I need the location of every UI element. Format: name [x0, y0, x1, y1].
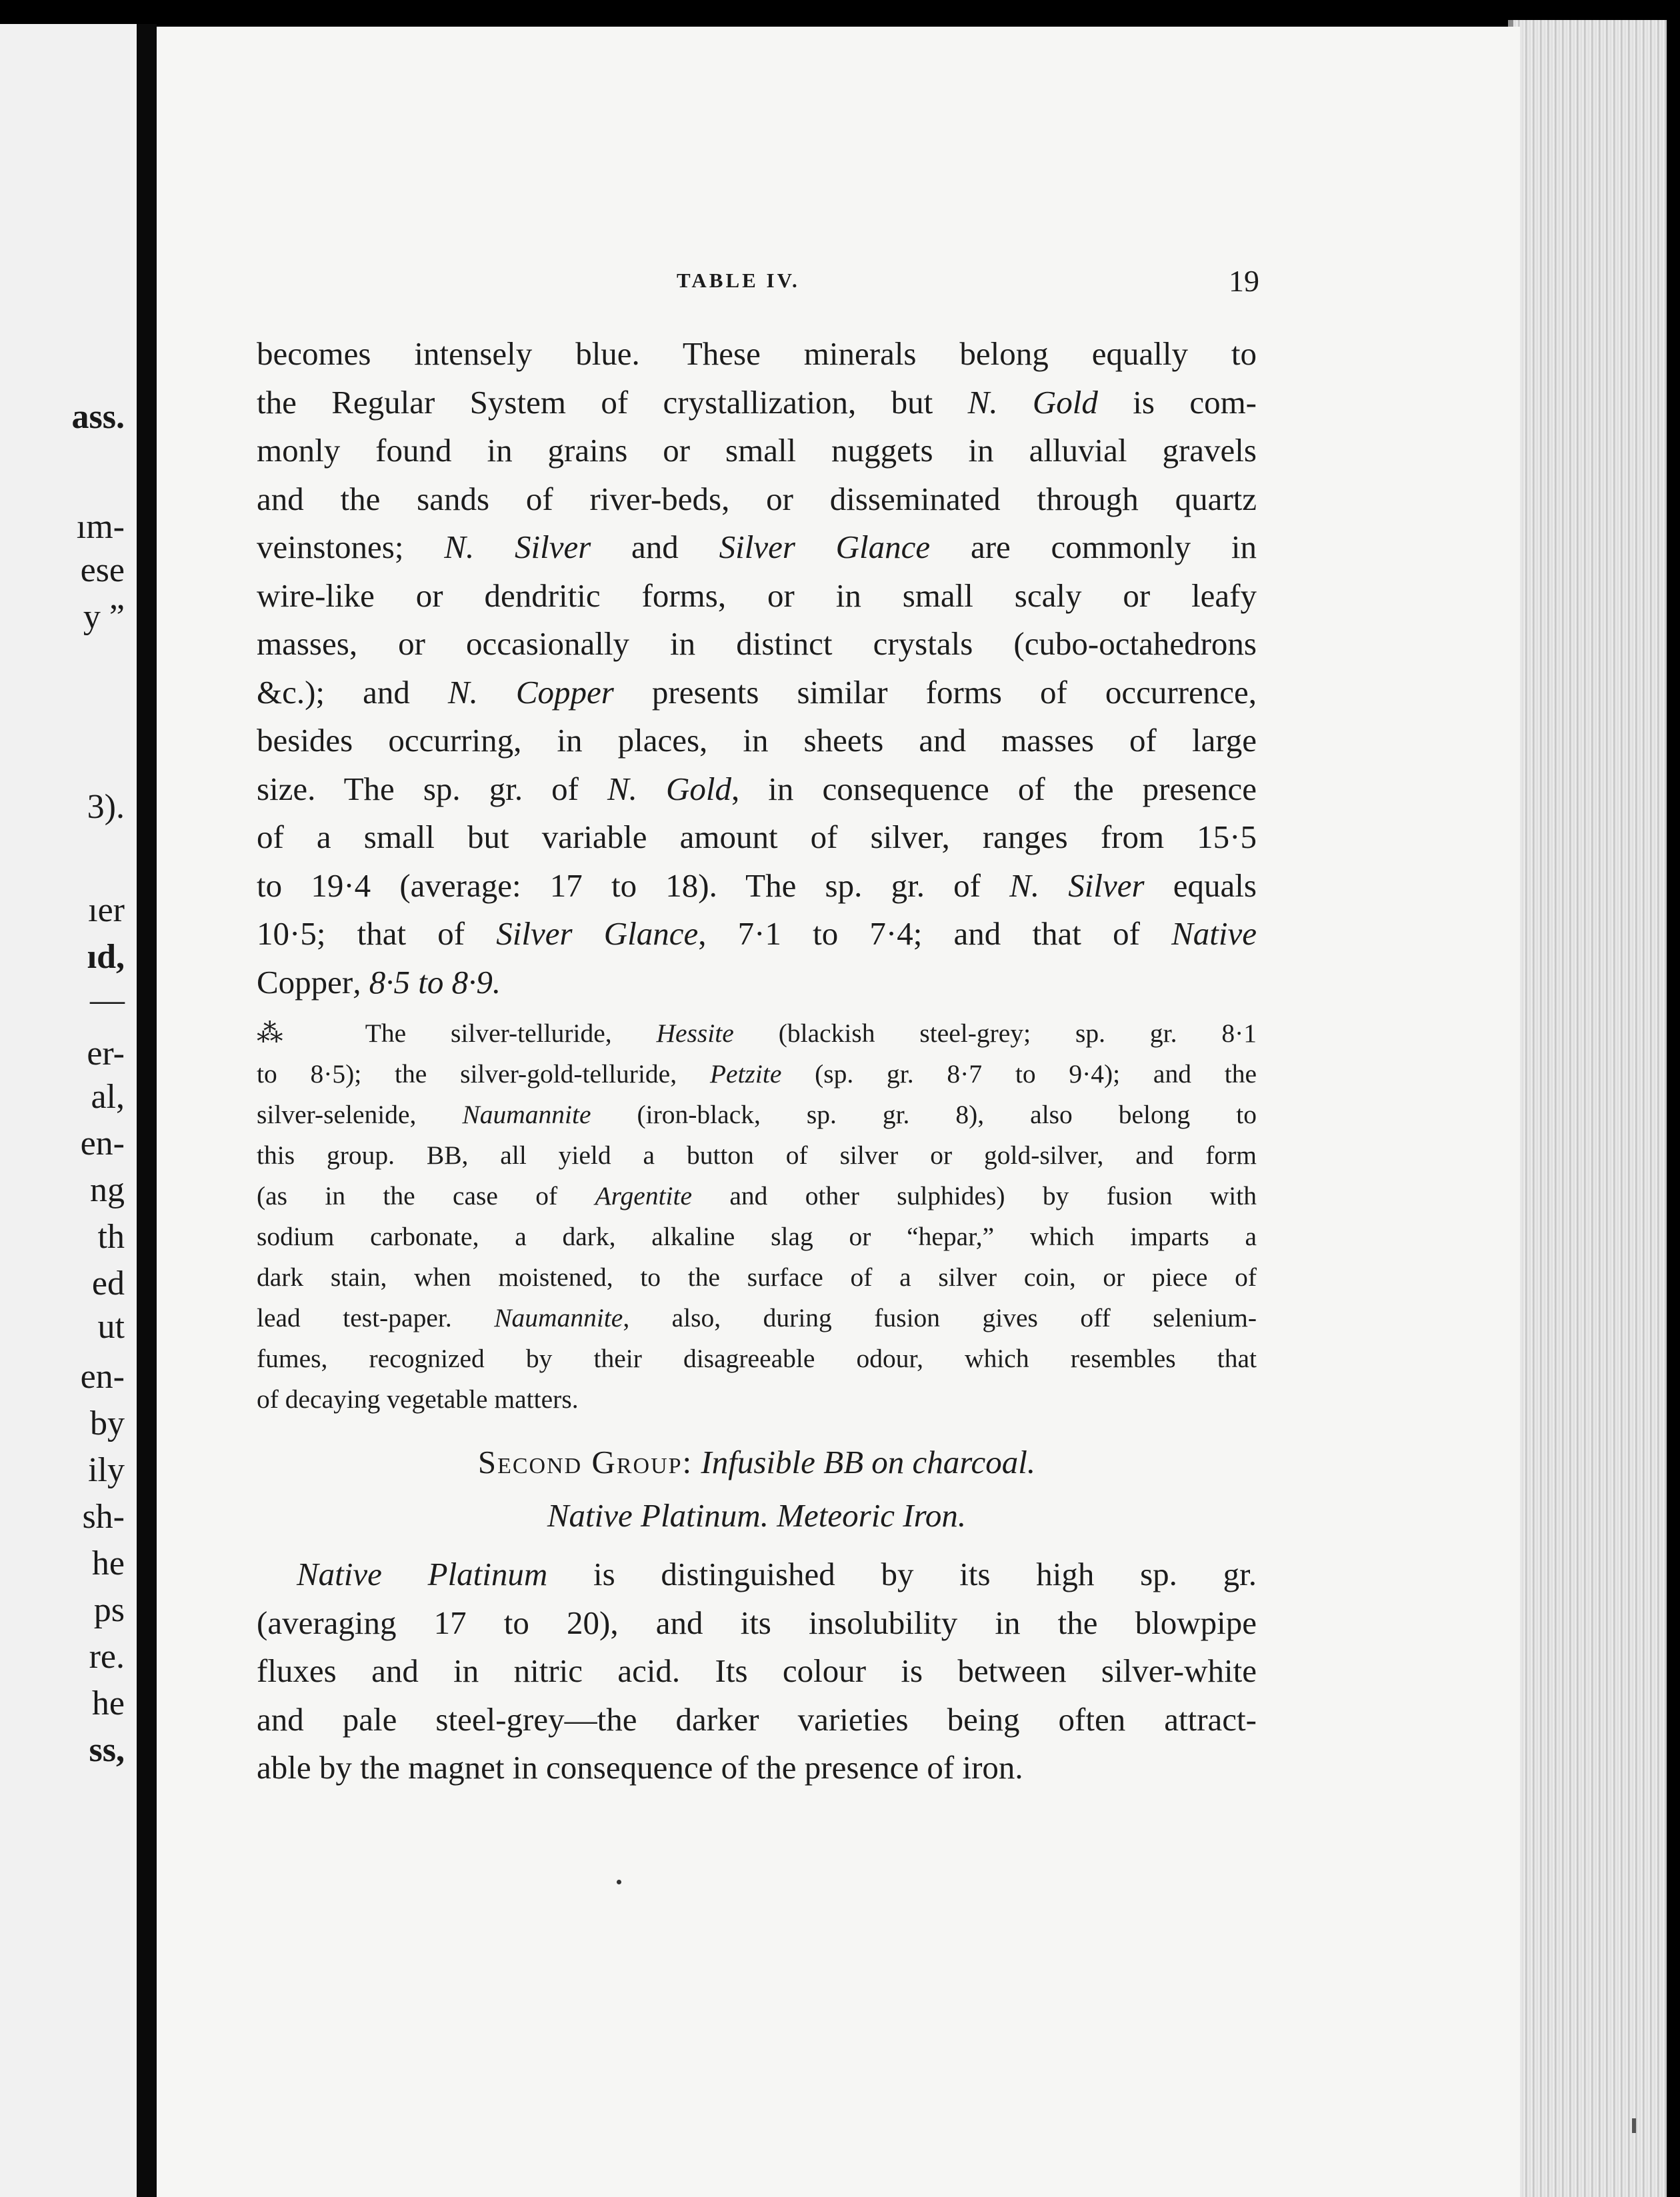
text-line: fumes, recognized by their disagreeable odour, which resembles that [257, 1344, 1257, 1373]
left-page-fragment: y ” [83, 598, 125, 636]
text-line: wire-like or dendritic forms, or in small scaly or leafy [257, 577, 1257, 614]
left-page-fragment: al, [91, 1078, 125, 1116]
left-facing-page [0, 24, 137, 2197]
left-page-fragment: by [90, 1404, 125, 1442]
page-stack-edges [1513, 20, 1667, 2197]
group-label: Second Group: [477, 1444, 693, 1480]
group-heading [257, 1438, 1257, 1486]
left-page-fragment: en- [80, 1124, 125, 1162]
text-line: fluxes and in nitric acid. Its colour is between silver-white [257, 1652, 1257, 1689]
text-line: lead test-paper. Naumannite, also, during fusion gives off selenium- [257, 1303, 1257, 1332]
left-page-fragment: ut [97, 1308, 125, 1346]
text-line: the Regular System of crystallization, but N. Gold is com- [257, 383, 1257, 421]
text-line: of a small but variable amount of silver, ranges from 15·5 [257, 819, 1257, 855]
footnote-tellurides [257, 1013, 1257, 1420]
left-page-fragment: he [91, 1684, 125, 1722]
text-line: Copper, 8·5 to 8·9. [257, 963, 501, 1001]
text-line: able by the magnet in consequence of the presence of iron. [257, 1749, 1023, 1786]
paragraph-native-platinum [257, 1550, 1257, 1792]
left-page-fragment: ps [93, 1591, 125, 1629]
text-line: besides occurring, in places, in sheets and masses of large [257, 722, 1257, 759]
left-page-fragment: ıer [88, 891, 125, 929]
book-gutter [137, 24, 157, 2197]
text-line: size. The sp. gr. of N. Gold, in consequence of the presence [257, 770, 1257, 807]
text-line: of decaying vegetable matters. [257, 1384, 579, 1414]
text-line: ⁂ The silver-telluride, Hessite (blackish steel-grey; sp. gr. 8·1 [257, 1019, 1257, 1048]
running-head: TABLE IV. [677, 269, 800, 292]
left-page-fragment: re. [89, 1638, 125, 1676]
page-number: 19 [1229, 264, 1259, 298]
left-page-fragment: ım- [76, 508, 125, 546]
text-line: and the sands of river-beds, or disseminated through quartz [257, 480, 1257, 517]
left-page-fragment: ily [88, 1451, 125, 1489]
text-line: Native Platinum is distinguished by its high sp. gr. [297, 1556, 1257, 1592]
text-line: to 19·4 (average: 17 to 18). The sp. gr. of N. Silver equals [257, 867, 1257, 904]
left-page-fragment: th [97, 1218, 125, 1256]
text-line: this group. BB, all yield a button of silver or gold-silver, and form [257, 1140, 1257, 1170]
left-page-fragment: ss, [89, 1731, 125, 1769]
text-line: 10·5; that of Silver Glance, 7·1 to 7·4; and that of Native [257, 915, 1257, 952]
text-line: (averaging 17 to 20), and its insolubility in the blowpipe [257, 1604, 1257, 1641]
group-title: Infusible BB on charcoal. [701, 1444, 1036, 1480]
left-page-fragment: ng [90, 1171, 125, 1209]
text-line: to 8·5); the silver-gold-telluride, Petzite (sp. gr. 8·7 to 9·4); and the [257, 1059, 1257, 1089]
text-line: masses, or occasionally in distinct crystals (cubo-octahedrons [257, 625, 1257, 662]
left-page-fragment: — [90, 981, 125, 1019]
page-header [257, 263, 1257, 303]
left-page-fragment: ıd, [87, 938, 125, 976]
subheading-minerals: Native Platinum. Meteoric Iron. [547, 1497, 967, 1534]
text-line: and pale steel-grey—the darker varieties being often attract- [257, 1700, 1257, 1738]
left-page-fragment: 3). [87, 788, 125, 826]
text-line: monly found in grains or small nuggets in alluvial gravels [257, 432, 1257, 469]
text-line: becomes intensely blue. These minerals belong equally to [257, 335, 1257, 372]
text-line: &c.); and N. Copper presents similar forms of occurrence, [257, 673, 1257, 711]
page-content [257, 263, 1257, 1792]
text-line: (as in the case of Argentite and other sulphides) by fusion with [257, 1181, 1257, 1210]
print-speck [617, 1880, 621, 1884]
text-line: dark stain, when moistened, to the surface of a silver coin, or piece of [257, 1262, 1257, 1292]
left-page-fragment: ass. [71, 398, 125, 436]
edge-mark [1632, 2118, 1636, 2133]
text-line: sodium carbonate, a dark, alkaline slag or “hepar,” which imparts a [257, 1222, 1257, 1251]
text-line: silver-selenide, Naumannite (iron-black, sp. gr. 8), also belong to [257, 1100, 1257, 1129]
left-page-fragment: sh- [82, 1498, 125, 1536]
text-line: veinstones; N. Silver and Silver Glance are commonly in [257, 529, 1257, 565]
left-page-fragment: en- [80, 1358, 125, 1396]
paragraph-native-metals [257, 330, 1257, 1007]
left-page-fragment: ese [80, 551, 125, 589]
left-page-fragment: er- [87, 1035, 125, 1073]
left-page-fragment: he [91, 1544, 125, 1582]
left-page-fragment: ed [91, 1264, 125, 1302]
